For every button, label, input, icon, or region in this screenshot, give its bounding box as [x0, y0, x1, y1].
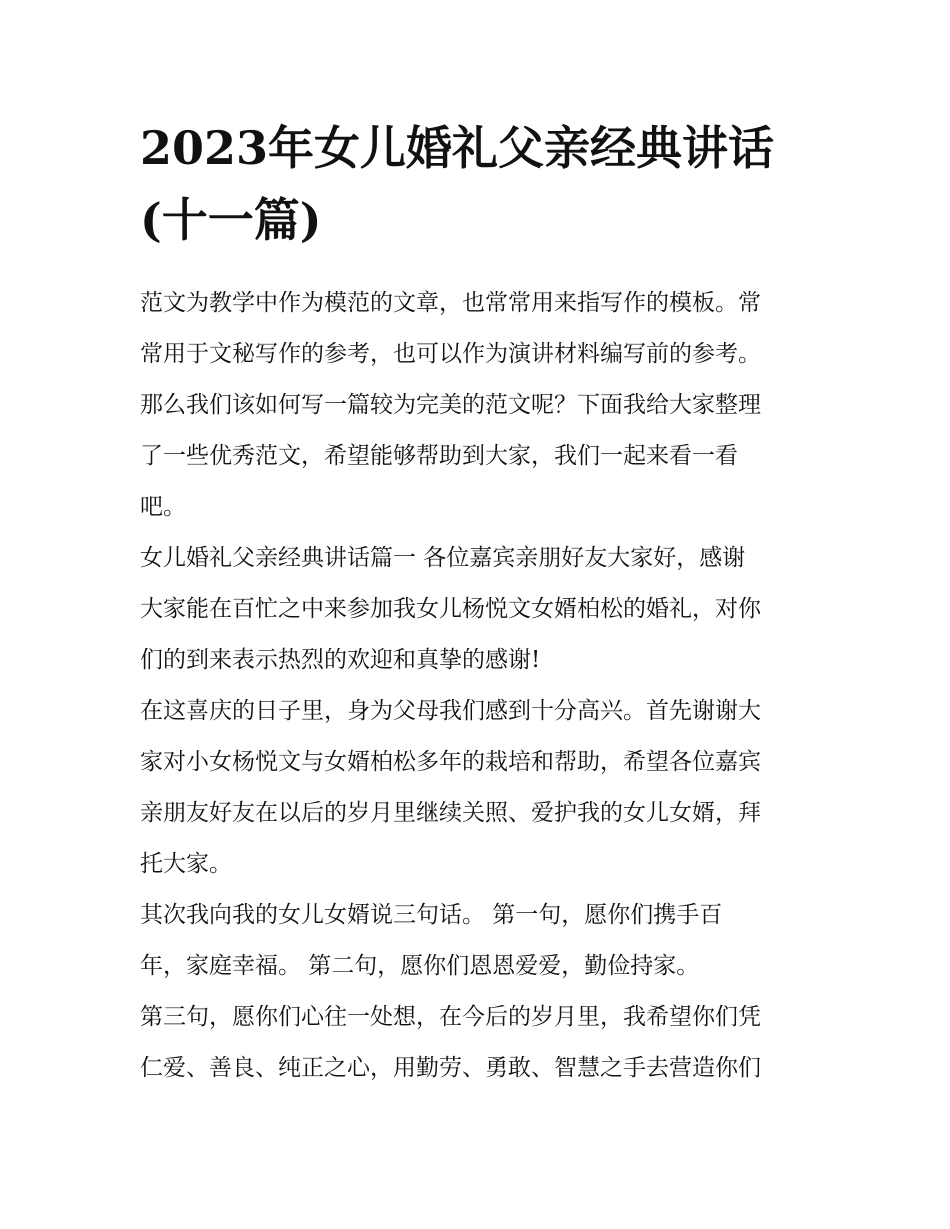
paragraph-speech-opening [140, 533, 812, 686]
title-line-2: (十一篇) [140, 193, 322, 247]
text-line: 了一些优秀范文，希望能够帮助到大家，我们一起来看一看 [140, 443, 738, 469]
text-line: 年，家庭幸福。 第二句，愿你们恩恩爱爱，勤俭持家。 [140, 953, 700, 979]
text-line: 大家能在百忙之中来参加我女儿杨悦文女婿柏松的婚礼，对你 [140, 596, 761, 622]
text-line: 其次我向我的女儿女婿说三句话。 第一句，愿你们携手百 [140, 902, 723, 928]
text-line: 仁爱、善良、纯正之心，用勤劳、勇敢、智慧之手去营造你们 [140, 1055, 761, 1081]
title-line-1: 2023年女儿婚礼父亲经典讲话 [140, 121, 775, 175]
text-line: 女儿婚礼父亲经典讲话篇一 各位嘉宾亲朋好友大家好，感谢 [140, 545, 746, 571]
document-body [140, 278, 812, 1094]
text-line: 亲朋友好友在以后的岁月里继续关照、爱护我的女儿女婿，拜 [140, 800, 761, 826]
paragraph-thanks [140, 686, 812, 890]
text-line: 们的到来表示热烈的欢迎和真挚的感谢! [140, 647, 541, 673]
text-line: 常用于文秘写作的参考，也可以作为演讲材料编写前的参考。 [140, 341, 761, 367]
text-line: 在这喜庆的日子里，身为父母我们感到十分高兴。首先谢谢大 [140, 698, 761, 724]
text-line: 范文为教学中作为模范的文章，也常常用来指写作的模板。常 [140, 290, 761, 316]
text-line: 那么我们该如何写一篇较为完美的范文呢？下面我给大家整理 [140, 392, 761, 418]
text-line: 吧。 [140, 494, 186, 520]
text-line: 托大家。 [140, 851, 232, 877]
paragraph-third-wish [140, 992, 812, 1094]
text-line: 家对小女杨悦文与女婿柏松多年的栽培和帮助，希望各位嘉宾 [140, 749, 761, 775]
paragraph-intro [140, 278, 812, 533]
text-line: 第三句，愿你们心往一处想，在今后的岁月里，我希望你们凭 [140, 1004, 761, 1030]
document-page [140, 112, 812, 1094]
document-title [140, 112, 812, 256]
paragraph-three-wishes [140, 890, 812, 992]
